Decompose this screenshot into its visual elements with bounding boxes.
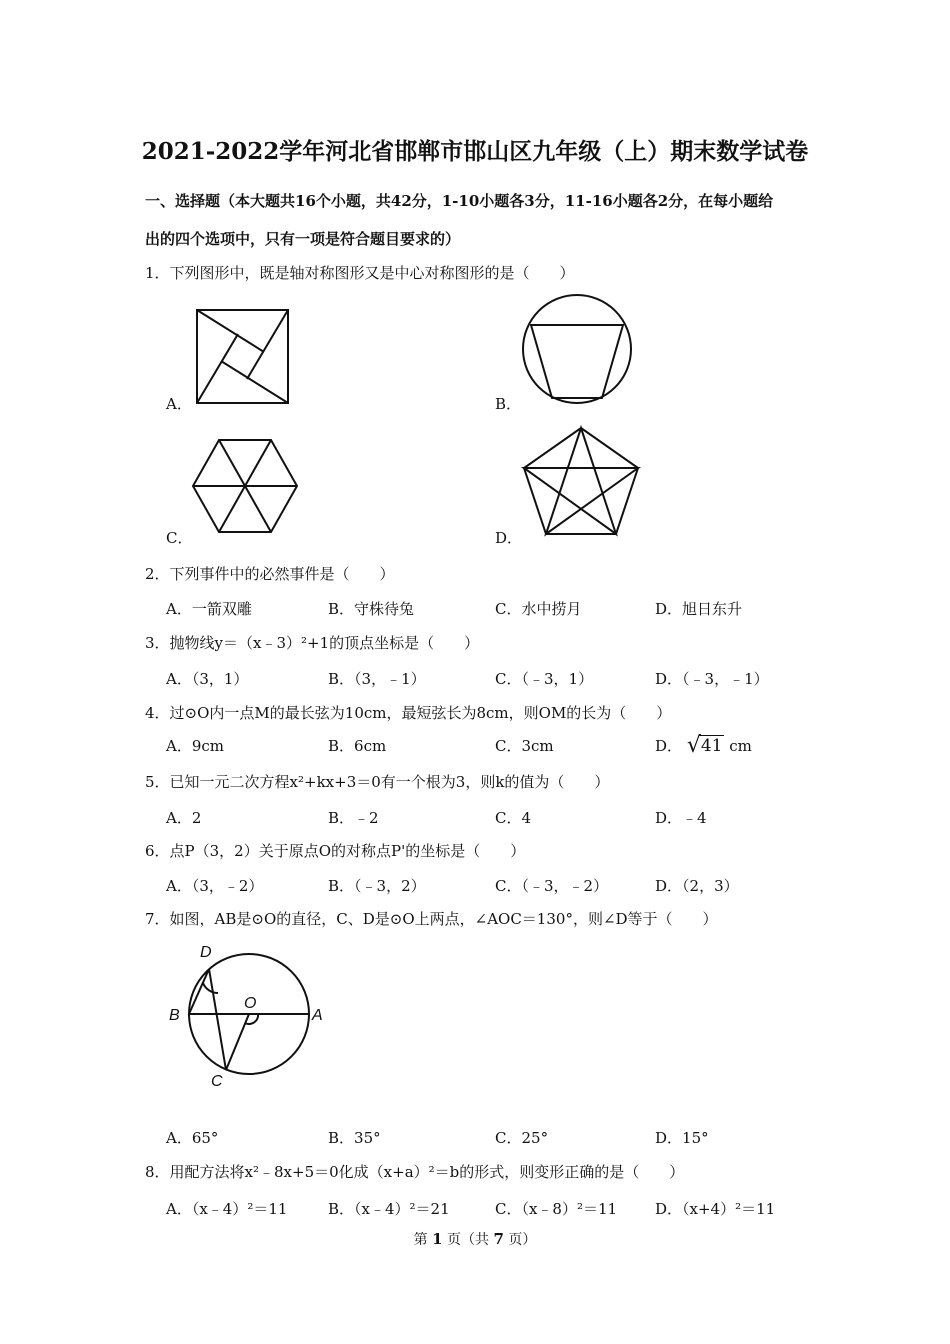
- q2-option-b: B．守株待兔: [328, 600, 415, 618]
- q8-option-c: C．（x﹣8）²＝11: [495, 1200, 618, 1218]
- q4-option-d-label: D．: [655, 737, 683, 755]
- footer-page-number: 1: [432, 1230, 443, 1248]
- section-heading-line2: 出的四个选项中，只有一项是符合题目要求的）: [145, 230, 461, 248]
- q2-option-d: D．旭日东升: [655, 600, 743, 618]
- q1-option-a-label: A．: [166, 395, 192, 413]
- question-5-stem: 5．已知一元二次方程x²+kx+3＝0有一个根为3，则k的值为（ ）: [145, 773, 610, 791]
- q3-option-c: C．（﹣3，1）: [495, 670, 594, 688]
- footer-prefix: 第: [413, 1232, 428, 1248]
- page-footer: [0, 1229, 950, 1249]
- q4-option-c: C．3cm: [495, 737, 554, 755]
- page-title: 2021-2022学年河北省邯郸市邯山区九年级（上）期末数学试卷: [141, 138, 809, 165]
- q6-option-a: A．（3，﹣2）: [166, 877, 264, 895]
- section-heading-line1: 一、选择题（本大题共16个小题，共42分，1-10小题各3分，11-16小题各2分，在每小题给: [145, 192, 774, 210]
- footer-suffix: 页）: [508, 1232, 537, 1248]
- q1-option-d-label: D．: [495, 529, 523, 547]
- q4-option-d: [655, 735, 752, 756]
- point-d-label: D: [200, 944, 212, 961]
- question-6-stem: 6．点P（3，2）关于原点O的对称点P'的坐标是（ ）: [145, 842, 526, 860]
- q3-option-a: A．（3，1）: [166, 670, 249, 688]
- q4-option-d-unit: cm: [729, 737, 752, 755]
- q5-option-b: B．﹣2: [328, 809, 379, 827]
- q4-option-a: A．9cm: [166, 737, 225, 755]
- q5-option-a: A．2: [166, 809, 202, 827]
- figure-circle-diameter: [163, 938, 333, 1090]
- figure-square-pinwheel: [195, 308, 290, 405]
- q5-option-d: D．﹣4: [655, 809, 707, 827]
- footer-total-pages: 7: [493, 1230, 504, 1248]
- q7-option-a: A．65°: [166, 1129, 219, 1147]
- question-4-stem: 4．过⊙O内一点M的最长弦为10cm，最短弦长为8cm，则OM的长为（ ）: [145, 704, 672, 722]
- sqrt-expression: √ 41: [686, 733, 723, 758]
- q2-option-c: C．水中捞月: [495, 600, 582, 618]
- sqrt-radicand: 41: [700, 736, 723, 756]
- question-3-stem: 3．抛物线y＝（x﹣3）²+1的顶点坐标是（ ）: [145, 634, 480, 652]
- question-8-stem: 8．用配方法将x²﹣8x+5＝0化成（x+a）²＝b的形式，则变形正确的是（ ）: [145, 1163, 685, 1181]
- footer-middle: 页（共: [447, 1232, 489, 1248]
- point-o-label: O: [244, 995, 257, 1012]
- q7-option-c: C．25°: [495, 1129, 549, 1147]
- point-a-label: A: [312, 1007, 323, 1024]
- figure-circle-trapezoid: [522, 294, 632, 404]
- q1-option-c-label: C．: [166, 529, 193, 547]
- question-2-stem: 2．下列事件中的必然事件是（ ）: [145, 565, 395, 583]
- q7-option-b: B．35°: [328, 1129, 381, 1147]
- point-c-label: C: [211, 1073, 223, 1090]
- q8-option-a: A．（x﹣4）²＝11: [166, 1200, 288, 1218]
- q2-option-a: A．一箭双雕: [166, 600, 252, 618]
- q5-option-c: C．4: [495, 809, 532, 827]
- question-7-stem: 7．如图，AB是⊙O的直径，C、D是⊙O上两点，∠AOC＝130°，则∠D等于（ ）: [145, 910, 718, 928]
- q6-option-c: C．（﹣3，﹣2）: [495, 877, 609, 895]
- question-1-stem: 1．下列图形中，既是轴对称图形又是中心对称图形的是（ ）: [145, 264, 575, 282]
- q3-option-b: B．（3，﹣1）: [328, 670, 426, 688]
- q8-option-d: D．（x+4）²＝11: [655, 1200, 776, 1218]
- figure-hexagon-diagonals: [192, 438, 298, 534]
- q4-option-b: B．6cm: [328, 737, 387, 755]
- point-b-label: B: [169, 1007, 180, 1024]
- q6-option-d: D．（2，3）: [655, 877, 739, 895]
- q6-option-b: B．（﹣3，2）: [328, 877, 426, 895]
- q7-option-d: D．15°: [655, 1129, 709, 1147]
- q8-option-b: B．（x﹣4）²＝21: [328, 1200, 450, 1218]
- q1-option-b-label: B．: [495, 395, 522, 413]
- figure-pentagon-star: [523, 426, 639, 536]
- q3-option-d: D．（﹣3，﹣1）: [655, 670, 769, 688]
